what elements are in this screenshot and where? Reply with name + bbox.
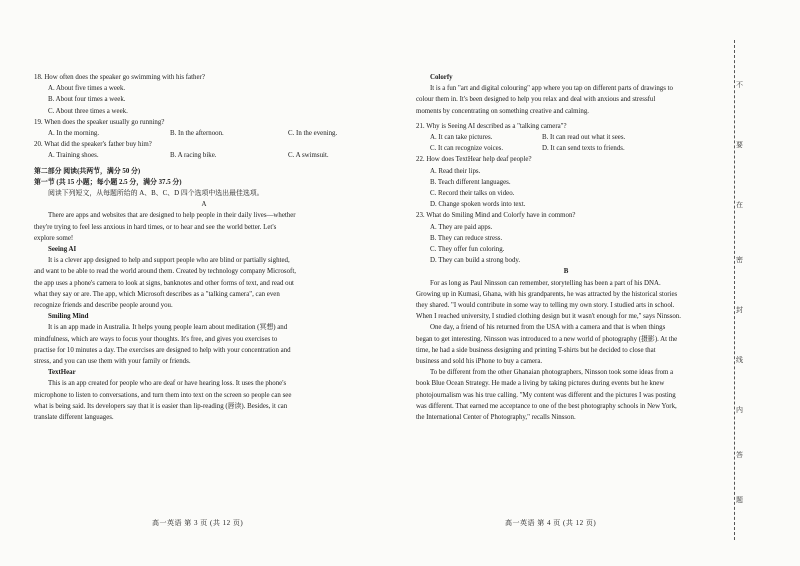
question-18: 18. How often does the speaker go swimming with his father?	[34, 74, 205, 81]
texthear-line: This is an app created for people who are deaf or have hearing loss. It uses the phone's	[48, 380, 287, 388]
option-18b: B. About four times a week.	[48, 96, 126, 104]
colorfy-line: moments by concentrating on something creative and calming.	[416, 107, 589, 115]
seeing-ai-line: and want to be able to read the world around them. Created by technology company Microsoft,	[34, 268, 296, 276]
left-page	[34, 72, 374, 423]
options-20	[34, 150, 374, 161]
right-page	[416, 72, 716, 423]
seal-line	[734, 40, 747, 540]
texthear-line: microphone to listen to conversations, and turn them into text on the screen so people can see	[34, 391, 292, 399]
seeing-ai-line: recognize friends and describe people around you.	[34, 302, 173, 310]
passage-b-line: the International Center of Photography," recalls Ninsson.	[416, 414, 576, 422]
option-20b: B. A racing bike.	[170, 152, 217, 160]
option-22b: B. Teach different languages.	[430, 178, 511, 186]
seal-char: 内	[736, 406, 743, 414]
passage-b-label: B	[563, 268, 569, 276]
texthear-title: TextHear	[48, 369, 76, 377]
seal-char: 答	[736, 451, 743, 459]
intro-line: they're trying to feel less anxious in hard times, or to hear and see the world better. Let's	[34, 223, 277, 231]
option-21a: A. It can take pictures.	[430, 134, 493, 142]
passage-b-line: book Blue Ocean Strategy. He made a living by taking pictures during events but he knew	[416, 380, 665, 388]
option-22a: A. Read their lips.	[430, 167, 481, 175]
passage-b-line: began to get interesting. Ninsson was introduced to a new world of photography (摄影). At the	[416, 335, 678, 343]
question-23: 23. What do Smiling Mind and Colorfy have in common?	[416, 212, 576, 220]
passage-b-line: photojournalism was his true calling. "My content was different and the pictures I was posting	[416, 391, 676, 399]
smiling-mind-line: stress, and you can use them with your family or friends.	[34, 358, 191, 366]
seal-char: 封	[736, 306, 743, 314]
option-22d: D. Change spoken words into text.	[430, 201, 526, 209]
smiling-mind-line: practise for 10 minutes a day. The exercises are designed to help with your concentration and	[34, 346, 291, 354]
option-21d: D. It can send texts to friends.	[542, 145, 625, 153]
colorfy-line: It is a fun "art and digital colouring" app where you tap on different parts of drawings to	[430, 85, 673, 93]
seeing-ai-line: the app uses a phone's camera to look at signs, banknotes and other forms of text, and read out	[34, 279, 294, 287]
option-19b: B. In the afternoon.	[170, 130, 224, 138]
page-footer-right: 高一英语 第 4 页 (共 12 页)	[505, 519, 597, 527]
texthear-line: translate different languages.	[34, 414, 114, 422]
intro-line: explore some!	[34, 234, 74, 242]
seal-char: 密	[736, 256, 743, 264]
question-21: 21. Why is Seeing AI described as a "talking camera"?	[416, 122, 567, 130]
passage-b-line: To be different from the other Ghanaian photographers, Ninsson took some ideas from a	[430, 369, 674, 377]
seal-char: 要	[736, 141, 743, 149]
seeing-ai-line: what they say or are. The app, which Microsoft describes as a "talking camera", can even	[34, 290, 280, 298]
option-21b: B. It can read out what it sees.	[542, 134, 626, 142]
colorfy-title: Colorfy	[430, 74, 453, 81]
seeing-ai-line: It is a clever app designed to help and support people who are blind or partially sighted,	[48, 257, 290, 265]
option-22c: C. Record their talks on video.	[430, 190, 515, 198]
intro-line: There are apps and websites that are designed to help people in their daily lives—whether	[48, 212, 296, 220]
option-19a: A. In the morning.	[48, 130, 100, 138]
option-23d: D. They can build a strong body.	[430, 257, 521, 265]
question-19: 19. When does the speaker usually go running?	[34, 118, 165, 126]
page-footer-left: 高一英语 第 3 页 (共 12 页)	[152, 519, 244, 527]
options-21-row1	[416, 132, 716, 143]
smiling-mind-title: Smiling Mind	[48, 313, 89, 321]
seeing-ai-title: Seeing AI	[48, 246, 77, 254]
colorfy-line: colour them in. It's been designed to help you relax and deal with anxious and stressful	[416, 96, 656, 104]
seal-char: 不	[736, 81, 743, 89]
options-19	[34, 128, 374, 139]
passage-b-line: For as long as Paul Ninsson can remember, storytelling has been a part of his DNA.	[430, 279, 661, 287]
smiling-mind-line: mindfulness, which are ways to focus your thoughts. It's free, and gives you exercises to	[34, 335, 278, 343]
option-20a: A. Training shoes.	[48, 152, 99, 160]
passage-b-line: business and sold his iPhone to buy a camera.	[416, 358, 543, 366]
question-20: 20. What did the speaker's father buy him?	[34, 141, 152, 149]
part-two-heading: 第二部分 阅读(共两节，满分 50 分)	[34, 167, 141, 175]
passage-b-line: was different. That earned me acceptance to one of the best photography schools in New York,	[416, 402, 677, 410]
option-21c: C. It can recognize voices.	[430, 145, 504, 153]
reading-instruction: 阅读下列短文，从每题所给的 A、B、C、D 四个选项中选出最佳选项。	[48, 190, 264, 198]
passage-b-line: they shared. "I would contribute in some way to telling my own story. I studied arts in school.	[416, 302, 675, 310]
question-22: 22. How does TextHear help deaf people?	[416, 156, 532, 164]
passage-b-line: time, he had a side business designing and printing T-shirts but he decided to close that	[416, 346, 656, 354]
seal-char: 题	[736, 496, 743, 504]
smiling-mind-line: It is an app made in Australia. It helps young people learn about meditation (冥想) and	[48, 324, 288, 332]
seal-char: 在	[736, 201, 743, 209]
option-23a: A. They are paid apps.	[430, 223, 493, 231]
passage-b-line: Growing up in Kumasi, Ghana, with his grandparents, he was attracted by the historical stories	[416, 290, 678, 298]
options-21-row2	[416, 143, 716, 154]
passage-b-line: When I reached university, I studied clothing design but it wasn't enough for me," says Ninsson.	[416, 313, 682, 321]
option-23b: B. They can reduce stress.	[430, 234, 503, 242]
passage-b-line: One day, a friend of his returned from the USA with a camera and that is when things	[430, 324, 666, 332]
section-one-heading: 第一节 (共 15 小题；每小题 2.5 分，满分 37.5 分)	[34, 178, 182, 186]
option-20c: C. A swimsuit.	[288, 152, 329, 160]
seal-char: 线	[736, 356, 743, 364]
option-18a: A. About five times a week.	[48, 85, 126, 93]
option-19c: C. In the evening.	[288, 130, 338, 138]
option-23c: C. They offer fun coloring.	[430, 246, 505, 254]
option-18c: C. About three times a week.	[48, 107, 128, 115]
texthear-line: what is being said. Its developers say that it is easier than lip-reading (唇读). Besides, it can	[34, 402, 288, 410]
passage-a-label: A	[201, 201, 207, 209]
